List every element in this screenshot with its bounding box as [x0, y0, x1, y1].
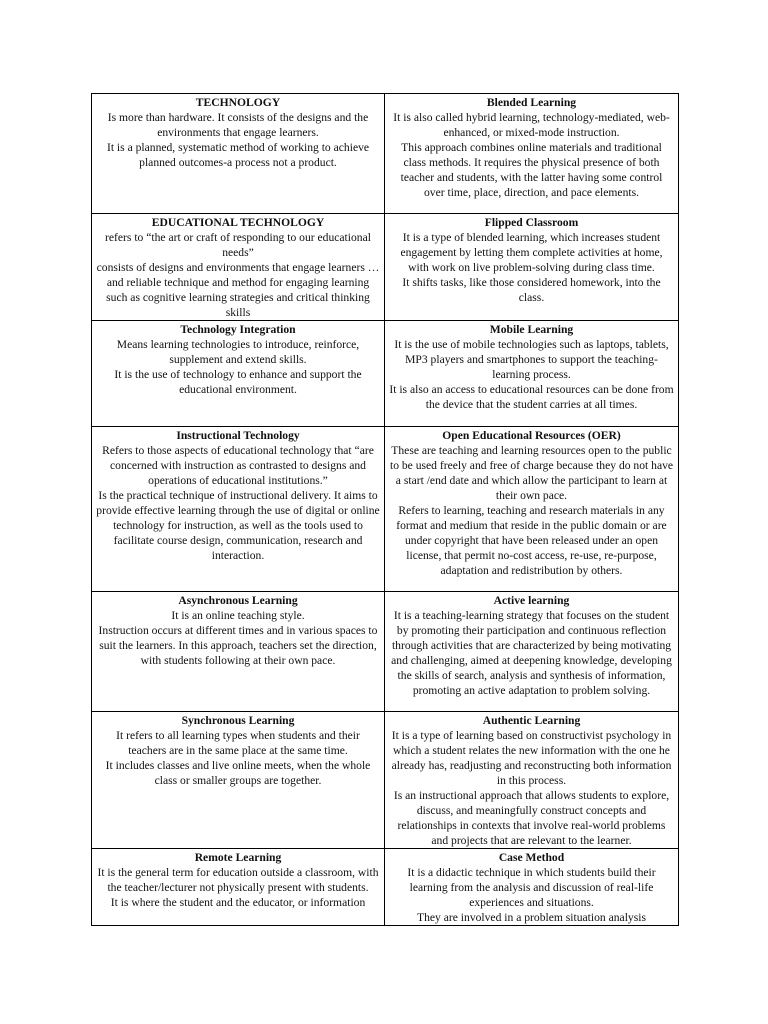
term-definition: It is a type of learning based on constructivist psychology in which a student relates the new information with the one he already has, readjusting and reconstructing both information in this process. — [391, 729, 672, 787]
term-heading: Asynchronous Learning — [178, 594, 298, 607]
term-definition: Is an instructional approach that allows students to explore, discuss, and meaningfully construct concepts and relationships in contexts that involve real-world problems and projects that are relevant to the learner. — [393, 789, 670, 847]
term-definition: It shifts tasks, like those considered homework, into the class. — [402, 276, 661, 304]
term-heading: Remote Learning — [194, 851, 282, 864]
term-definition: It refers to all learning types when students and their teachers are in the same place at the same time. — [116, 729, 360, 757]
term-definition: They are involved in a problem situation analysis — [417, 911, 646, 924]
term-cell-left — [92, 849, 385, 926]
term-cell-left — [92, 427, 385, 592]
term-heading: Mobile Learning — [489, 323, 574, 336]
table-row — [92, 592, 679, 712]
term-definition: consists of designs and environments that engage learners … and reliable technique and method for engaging learning such as cognitive learning strategies and critical thinking skills — [96, 261, 380, 319]
term-definition: This approach combines online materials and traditional class methods. It requires the physical presence of both teacher and students, with the latter having some control over time, place, direction, and pace elements. — [400, 141, 663, 199]
term-definition: It is where the student and the educator, or information — [110, 896, 366, 909]
term-cell-right — [385, 592, 679, 712]
term-cell-right — [385, 712, 679, 849]
table-row — [92, 427, 679, 592]
term-heading: Flipped Classroom — [484, 216, 579, 229]
glossary-body — [92, 94, 679, 926]
term-heading: Synchronous Learning — [181, 714, 295, 727]
term-heading: Active learning — [493, 594, 570, 607]
term-heading: Blended Learning — [486, 96, 577, 109]
term-heading: TECHNOLOGY — [195, 96, 281, 109]
term-cell-left — [92, 321, 385, 427]
term-cell-left — [92, 592, 385, 712]
term-definition: It is a didactic technique in which students build their learning from the analysis and discussion of real-life experiences and situations. — [407, 866, 656, 909]
table-row — [92, 214, 679, 321]
term-definition: It is an online teaching style. — [171, 609, 305, 622]
term-definition: It is a type of blended learning, which increases student engagement by letting them complete activities at home, with work on live problem-solving during class time. — [400, 231, 663, 274]
term-definition: Is more than hardware. It consists of the designs and the environments that engage learners. — [107, 111, 369, 139]
term-cell-right — [385, 849, 679, 926]
term-cell-right — [385, 214, 679, 321]
term-heading: Case Method — [498, 851, 565, 864]
term-definition: It is also called hybrid learning, technology-mediated, web-enhanced, or mixed-mode instruction. — [393, 111, 670, 139]
term-definition: It is a planned, systematic method of working to achieve planned outcomes-a process not a product. — [106, 141, 370, 169]
term-heading: Technology Integration — [180, 323, 296, 336]
term-definition: Is the practical technique of instructional delivery. It aims to provide effective learning through the use of digital or online technology for instruction, as well as the tools used to facilitate course design, communication, research and interaction. — [96, 489, 380, 562]
term-cell-left — [92, 214, 385, 321]
term-cell-right — [385, 427, 679, 592]
term-heading: Open Educational Resources (OER) — [442, 429, 621, 442]
term-definition: Refers to those aspects of educational technology that “are concerned with instruction as contrasted to designs and operations of educational institutions.” — [102, 444, 374, 487]
term-definition: refers to “the art or craft of responding to our educational needs” — [105, 231, 371, 259]
table-row — [92, 849, 679, 926]
table-row — [92, 712, 679, 849]
term-definition: Means learning technologies to introduce, reinforce, supplement and extend skills. — [116, 338, 360, 366]
term-definition: Instruction occurs at different times and in various spaces to suit the learners. In this approach, teachers set the direction, with students following at their own pace. — [98, 624, 378, 667]
table-row — [92, 94, 679, 214]
term-heading: Instructional Technology — [176, 429, 300, 442]
term-definition: It is the general term for education outside a classroom, with the teacher/lecturer not physically present with students. — [97, 866, 379, 894]
term-cell-right — [385, 321, 679, 427]
term-definition: It is the use of mobile technologies such as laptops, tablets, MP3 players and smartphones to support the teaching-learning process. — [394, 338, 669, 381]
term-definition: These are teaching and learning resources open to the public to be used freely and free of charge because they do not have a start /end date and which allow the participant to learn at their own pace. — [389, 444, 674, 502]
glossary-table — [91, 93, 679, 926]
term-heading: EDUCATIONAL TECHNOLOGY — [151, 216, 325, 229]
term-cell-right — [385, 94, 679, 214]
term-heading: Authentic Learning — [482, 714, 581, 727]
term-definition: It is a teaching-learning strategy that focuses on the student by promoting their participation and continuous reflection through activities that are characterized by being motivating and challenging, aimed at deepening knowledge, developing the skills of search, analysis and synthesis of information, promoting an active adaptation to problem solving. — [391, 609, 672, 697]
table-row — [92, 321, 679, 427]
term-definition: Refers to learning, teaching and research materials in any format and medium that reside in the public domain or are under copyright that have been released under an open license, that permit no-cost access, re-use, re-purpose, adaptation and redistribution by others. — [396, 504, 667, 577]
term-definition: It includes classes and live online meets, when the whole class or smaller groups are together. — [105, 759, 371, 787]
term-cell-left — [92, 712, 385, 849]
term-cell-left — [92, 94, 385, 214]
term-definition: It is the use of technology to enhance and support the educational environment. — [114, 368, 362, 396]
term-definition: It is also an access to educational resources can be done from the device that the student carries at all times. — [389, 383, 674, 411]
